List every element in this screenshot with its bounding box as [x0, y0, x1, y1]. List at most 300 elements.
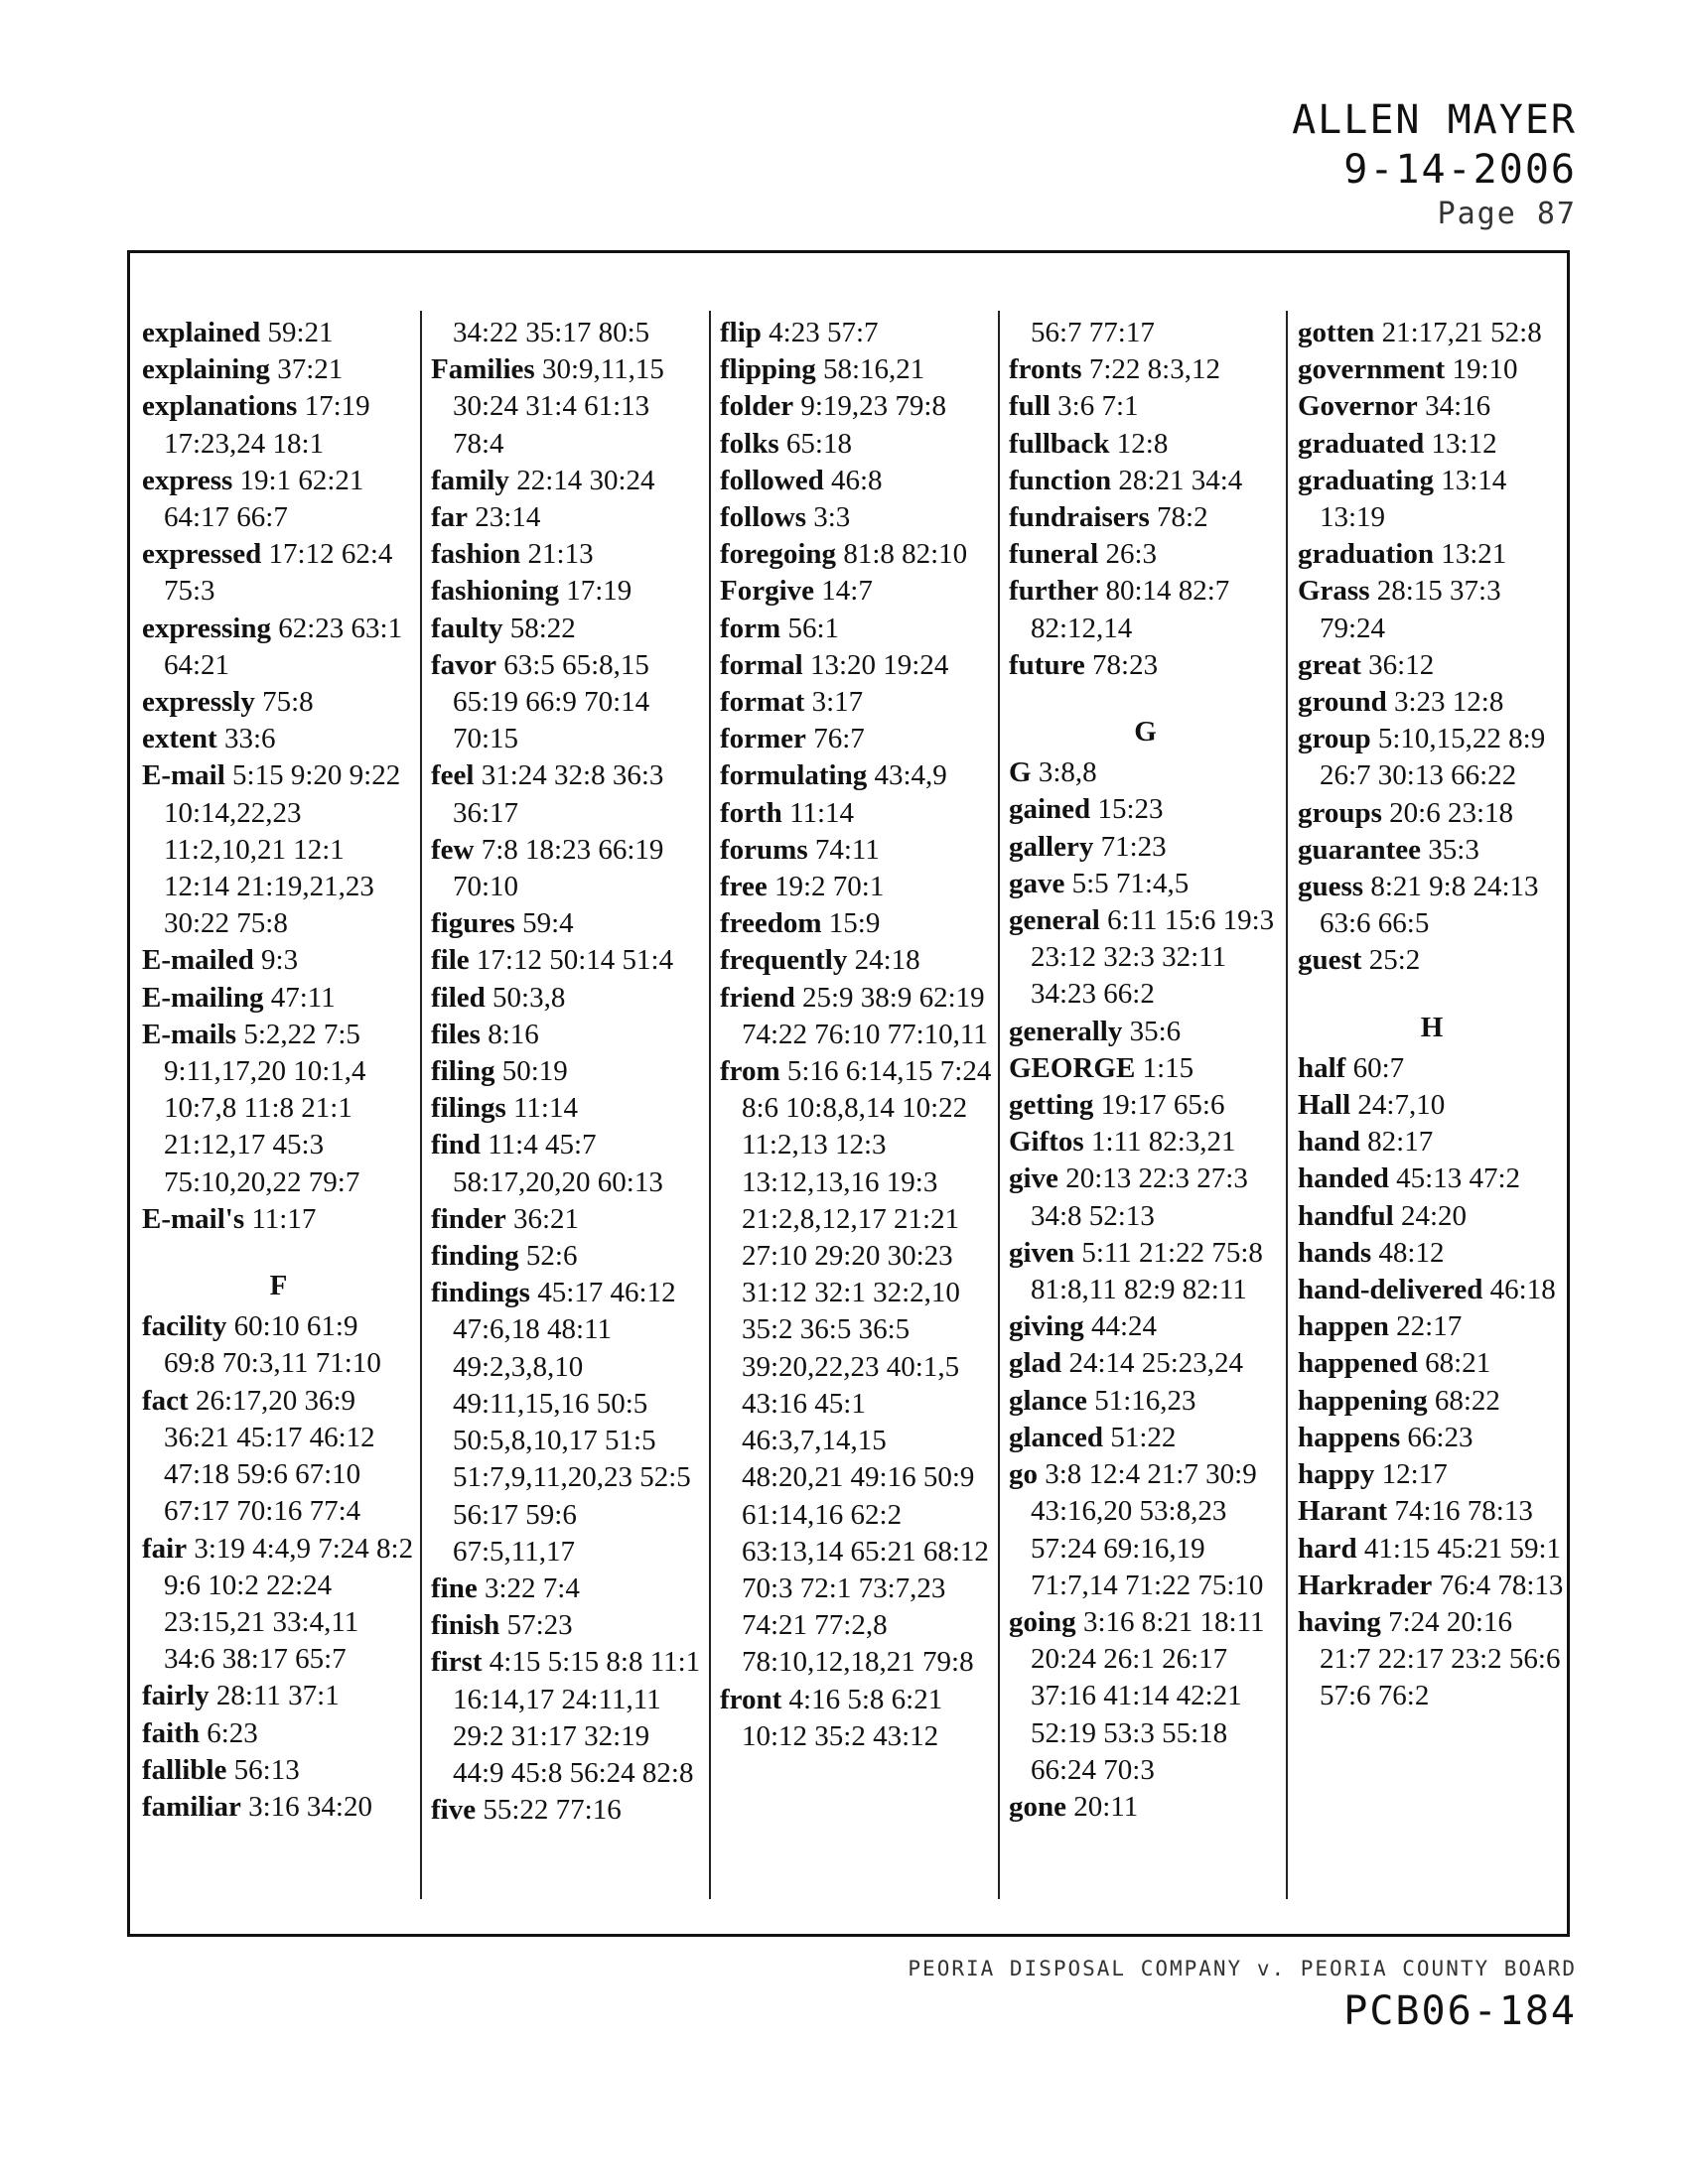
index-entry [1298, 1308, 1566, 1345]
index-entry [142, 463, 415, 536]
index-entry [142, 942, 415, 979]
page-line-refs: 45:17 46:12 47:6,18 48:11 49:2,3,8,10 49:11,15,16 50:5 50:5,8,10,17 51:5 51:7,9,11,20,23 52:5 56:17 59:6 67:5,11,17 [453, 1277, 691, 1568]
index-word: general [1009, 904, 1100, 937]
index-word: graduated [1298, 427, 1425, 460]
index-word: fairly [142, 1680, 210, 1712]
page-line-refs: 36:21 [512, 1202, 580, 1235]
index-word: former [720, 723, 806, 755]
page-line-refs: 56:1 [787, 612, 839, 644]
page-line-refs: 45:13 47:2 [1396, 1162, 1521, 1195]
index-word: formal [720, 648, 803, 681]
page-line-refs: 5:11 21:22 75:8 81:8,11 82:9 82:11 [1031, 1236, 1263, 1306]
page-line-refs: 20:13 22:3 27:3 34:8 52:13 [1031, 1162, 1248, 1232]
index-entry [1298, 315, 1566, 351]
page-line-refs: 76:4 78:13 [1439, 1569, 1564, 1601]
index-entry [1009, 791, 1282, 828]
index-column-3 [720, 315, 993, 1755]
index-entry [431, 1201, 704, 1238]
index-word: happened [1298, 1347, 1418, 1380]
index-entry [1298, 1124, 1566, 1160]
index-word: government [1298, 353, 1446, 386]
page-footer [908, 1951, 1577, 2036]
index-word: folks [720, 427, 779, 460]
index-word: feel [431, 759, 475, 792]
index-entry [1009, 1235, 1282, 1308]
index-entry [720, 573, 993, 610]
index-entry [142, 351, 415, 388]
page-line-refs: 5:15 9:20 9:22 10:14,22,23 11:2,10,21 12:1 12:14 21:19,21,23 30:22 75:8 [164, 759, 401, 940]
column-divider [420, 311, 422, 1899]
index-word: glance [1009, 1384, 1087, 1417]
index-word: Grass [1298, 575, 1370, 608]
index-entry [1298, 869, 1566, 942]
page-line-refs: 80:14 82:7 82:12,14 [1031, 575, 1230, 644]
page-line-refs: 15:9 [828, 907, 881, 940]
deposition-date: 9-14-2006 [1343, 147, 1577, 193]
index-word: happen [1298, 1310, 1389, 1343]
index-entry [431, 757, 704, 831]
index-entry [431, 351, 704, 463]
page-line-refs: 58:16,21 [822, 353, 925, 386]
index-word: expressing [142, 612, 271, 644]
index-entry [1298, 1198, 1566, 1235]
section-letter: F [269, 1270, 288, 1302]
page-line-refs: 75:8 [262, 686, 314, 719]
section-letter: H [1420, 1011, 1444, 1043]
page-line-refs: 20:11 [1073, 1790, 1139, 1823]
index-entry [1009, 463, 1282, 499]
index-entry [720, 647, 993, 684]
section-letter: G [1134, 716, 1157, 749]
index-word: gained [1009, 793, 1091, 826]
page-line-refs: 17:12 62:4 75:3 [164, 538, 393, 608]
page-line-refs: 1:11 82:3,21 [1090, 1126, 1236, 1159]
index-entry [1009, 1087, 1282, 1124]
index-word: freedom [720, 907, 822, 940]
index-entry [1009, 647, 1282, 684]
index-word: familiar [142, 1790, 241, 1823]
page-line-refs: 44:24 [1091, 1310, 1158, 1343]
index-word: Giftos [1009, 1126, 1084, 1159]
index-word: giving [1009, 1310, 1084, 1343]
index-word: Harant [1298, 1495, 1388, 1528]
index-word: half [1298, 1051, 1346, 1084]
page-line-refs: 5:16 6:14,15 7:24 8:6 10:8,8,14 10:22 11:2,13 12:3 13:12,13,16 19:3 21:2,8,12,17 21:21 27:10 29:20 30:23 31:12 32:1 32:2,10 35:2 36:5 36:5 39:20,22,23 40:1,5 43:16 45:1 46:3,7,14,15 48:20,21 49:16 50:9 61:14,16 62:2 63:13,14 65:21 68:12 70:3 72:1 73:7,23 74:21 77:2,8 78:10,12,18,21 79:8 [742, 1055, 992, 1679]
page-line-refs: 1:15 [1142, 1051, 1194, 1084]
index-word: glanced [1009, 1421, 1104, 1453]
page-line-refs: 26:17,20 36:9 36:21 45:17 46:12 47:18 59:6 67:10 67:17 70:16 77:4 [164, 1384, 375, 1528]
index-word: folder [720, 390, 794, 423]
index-word: great [1298, 648, 1361, 681]
index-entry [720, 499, 993, 536]
index-entry [431, 536, 704, 573]
index-word: happy [1298, 1458, 1375, 1491]
page-line-refs: 78:23 [1092, 648, 1159, 681]
index-word: free [720, 871, 768, 903]
index-entry [1009, 1308, 1282, 1345]
index-entry [431, 1127, 704, 1200]
index-entry [1298, 1493, 1566, 1530]
page-line-refs: 35:3 [1428, 833, 1479, 866]
page-line-refs: 25:9 38:9 62:19 74:22 76:10 77:10,11 [742, 981, 988, 1050]
index-entry [1009, 315, 1282, 351]
page-line-refs: 8:21 9:8 24:13 63:6 66:5 [1320, 871, 1539, 940]
index-word: extent [142, 723, 217, 755]
index-word: first [431, 1646, 483, 1679]
index-word: gotten [1298, 317, 1375, 348]
index-word: far [431, 501, 469, 534]
index-word: gallery [1009, 830, 1094, 863]
page-line-refs: 31:24 32:8 36:3 36:17 [453, 759, 664, 829]
index-word: fallible [142, 1753, 227, 1786]
index-word: handful [1298, 1199, 1394, 1232]
page-line-refs: 60:10 61:9 69:8 70:3,11 71:10 [164, 1310, 381, 1380]
page-line-refs: 21:13 [527, 538, 594, 571]
page-line-refs: 15:23 [1097, 793, 1164, 826]
index-word: hard [1298, 1532, 1357, 1565]
index-entry [1009, 1160, 1282, 1234]
index-word: forums [720, 833, 808, 866]
index-word: happens [1298, 1421, 1401, 1453]
page-line-refs: 78:2 [1157, 501, 1208, 534]
index-entry [1009, 902, 1282, 1014]
index-column-5 [1298, 315, 1566, 1715]
index-word: five [431, 1794, 477, 1827]
index-word: fair [142, 1532, 188, 1565]
page-line-refs: 41:15 45:21 59:1 [1363, 1532, 1562, 1565]
page-line-refs: 17:12 50:14 51:4 [476, 944, 674, 977]
index-entry [720, 832, 993, 869]
index-entry [1298, 426, 1566, 463]
index-word: handed [1298, 1162, 1389, 1195]
page-line-refs: 5:5 71:4,5 [1071, 867, 1190, 899]
page-line-refs: 9:3 [261, 944, 299, 977]
index-entry [1009, 1456, 1282, 1604]
index-word: explained [142, 317, 261, 348]
index-entry [720, 611, 993, 647]
index-entry [1009, 426, 1282, 463]
section-spacer [1298, 980, 1566, 1002]
column-divider [998, 311, 1000, 1899]
index-word: E-mailed [142, 944, 254, 977]
index-word: Families [431, 353, 535, 386]
index-entry [1009, 1420, 1282, 1456]
index-entry [1298, 721, 1566, 794]
page-line-refs: 46:18 [1489, 1274, 1556, 1306]
index-entry [431, 1053, 704, 1090]
page-line-refs: 81:8 82:10 [843, 538, 968, 571]
index-entry [142, 721, 415, 757]
page-line-refs: 17:19 [566, 575, 632, 608]
index-entry [431, 1792, 704, 1829]
index-word: hand-delivered [1298, 1274, 1483, 1306]
index-word: forth [720, 796, 782, 829]
index-entry [142, 536, 415, 610]
index-word: funeral [1009, 538, 1099, 571]
page-line-refs: 17:19 17:23,24 18:1 [164, 390, 370, 460]
page-line-refs: 19:17 65:6 [1100, 1089, 1225, 1122]
index-entry [1298, 1235, 1566, 1272]
index-box [127, 250, 1570, 1937]
index-word: Harkrader [1298, 1569, 1433, 1601]
page-line-refs: 30:9,11,15 30:24 31:4 61:13 78:4 [453, 353, 664, 460]
page-line-refs: 50:19 [501, 1055, 568, 1088]
page-line-refs: 3:19 4:4,9 7:24 8:2 9:6 10:2 22:24 23:15,21 33:4,11 34:6 38:17 65:7 [164, 1532, 414, 1676]
index-entry [431, 1607, 704, 1644]
section-spacer [142, 1238, 415, 1260]
page-line-refs: 3:6 7:1 [1057, 390, 1139, 423]
index-word: file [431, 944, 470, 977]
index-entry [720, 757, 993, 794]
index-entry [1298, 942, 1566, 979]
page-line-refs: 21:17,21 52:8 [1381, 317, 1542, 348]
page-line-refs: 24:14 25:23,24 [1068, 1347, 1244, 1380]
page-line-refs: 14:7 [821, 575, 873, 608]
page-line-refs: 56:7 77:17 [1031, 317, 1155, 348]
index-entry [431, 1090, 704, 1127]
index-entry [720, 1682, 993, 1755]
index-word: GEORGE [1009, 1051, 1136, 1084]
index-entry [431, 647, 704, 758]
index-word: explanations [142, 390, 298, 423]
page-line-refs: 56:13 [233, 1753, 300, 1786]
index-word: Forgive [720, 575, 815, 608]
index-entry [431, 315, 704, 351]
page-line-refs: 52:6 [525, 1240, 578, 1273]
page-line-refs: 57:23 [506, 1609, 573, 1642]
page-line-refs: 33:6 [223, 723, 276, 755]
page-line-refs: 65:18 [785, 427, 852, 460]
index-entry [720, 721, 993, 757]
page-line-refs: 28:11 37:1 [215, 1680, 340, 1712]
index-entry [1298, 1050, 1566, 1087]
index-word: form [720, 612, 781, 644]
index-entry [1009, 754, 1282, 791]
index-word: fundraisers [1009, 501, 1150, 534]
page-line-refs: 23:14 [475, 501, 541, 534]
index-word: E-mails [142, 1018, 237, 1050]
index-entry [1298, 388, 1566, 425]
index-word: frequently [720, 944, 848, 977]
index-entry [1298, 1568, 1566, 1604]
index-entry [142, 1531, 415, 1679]
index-word: generally [1009, 1015, 1123, 1047]
index-word: having [1298, 1605, 1381, 1638]
index-word: fashion [431, 538, 521, 571]
index-entry [142, 1752, 415, 1789]
index-entry [1298, 1087, 1566, 1124]
page-line-refs: 62:23 63:1 64:21 [164, 612, 403, 681]
index-word: flipping [720, 353, 816, 386]
page-line-refs: 26:3 [1105, 538, 1158, 571]
index-entry [1298, 1604, 1566, 1715]
index-entry [431, 942, 704, 979]
page-line-refs: 63:5 65:8,15 65:19 66:9 70:14 70:15 [453, 648, 650, 755]
page-line-refs: 19:1 62:21 64:17 66:7 [164, 464, 364, 534]
deponent-name: ALLEN MAYER [1292, 97, 1577, 143]
index-entry [142, 1017, 415, 1201]
index-word: graduation [1298, 538, 1434, 571]
column-divider [1286, 311, 1288, 1899]
page-line-refs: 3:23 12:8 [1393, 686, 1504, 719]
index-entry [720, 388, 993, 425]
page-line-refs: 66:23 [1407, 1421, 1474, 1453]
index-entry [142, 388, 415, 462]
page-line-refs: 82:17 [1367, 1126, 1434, 1159]
index-word: format [720, 686, 805, 719]
page-line-refs: 11:14 [513, 1092, 578, 1125]
index-word: follows [720, 501, 806, 534]
index-entry [720, 869, 993, 905]
index-word: findings [431, 1277, 530, 1309]
index-word: figures [431, 907, 515, 940]
index-entry [1009, 351, 1282, 388]
index-entry [142, 757, 415, 942]
index-word: expressed [142, 538, 262, 571]
page-line-refs: 35:6 [1129, 1015, 1182, 1047]
index-word: favor [431, 648, 497, 681]
index-word: go [1009, 1458, 1038, 1491]
index-word: fronts [1009, 353, 1082, 386]
index-entry [431, 1570, 704, 1607]
page-line-refs: 11:17 [251, 1202, 317, 1235]
index-entry [1298, 1345, 1566, 1382]
index-entry [1009, 536, 1282, 573]
page-line-refs: 7:8 18:23 66:19 70:10 [453, 833, 664, 903]
index-entry [142, 1308, 415, 1382]
index-entry [720, 315, 993, 351]
index-entry [1298, 795, 1566, 832]
page-line-refs: 36:12 [1368, 648, 1435, 681]
index-word: front [720, 1683, 782, 1715]
index-word: finder [431, 1202, 506, 1235]
index-word: explaining [142, 353, 270, 386]
page-line-refs: 5:2,22 7:5 9:11,17,20 10:1,4 10:7,8 11:8 21:1 21:12,17 45:3 75:10,20,22 79:7 [164, 1018, 366, 1198]
index-word: gave [1009, 867, 1065, 899]
index-entry [720, 536, 993, 573]
index-word: finding [431, 1240, 519, 1273]
page-line-refs: 59:4 [522, 907, 574, 940]
page-line-refs: 74:11 [814, 833, 880, 866]
index-entry [1298, 536, 1566, 573]
page-line-refs: 71:23 [1100, 830, 1167, 863]
index-entry [720, 905, 993, 942]
index-word: Hall [1298, 1089, 1351, 1122]
index-entry [720, 463, 993, 499]
index-word: G [1009, 756, 1032, 789]
index-entry [1298, 1420, 1566, 1456]
index-word: guarantee [1298, 833, 1422, 866]
page-line-refs: 76:7 [813, 723, 865, 755]
index-word: faulty [431, 612, 503, 644]
index-word: ground [1298, 686, 1387, 719]
page-line-refs: 9:19,23 79:8 [800, 390, 946, 423]
index-entry [142, 684, 415, 721]
index-entry [1298, 351, 1566, 388]
index-entry [1009, 866, 1282, 902]
index-word: expressly [142, 686, 255, 719]
index-word: family [431, 464, 509, 496]
index-word: friend [720, 981, 795, 1014]
page-line-refs: 4:15 5:15 8:8 11:1 16:14,17 24:11,11 29:2 31:17 32:19 44:9 45:8 56:24 82:8 [453, 1646, 701, 1789]
index-entry [431, 573, 704, 610]
page-line-refs: 19:2 70:1 [774, 871, 885, 903]
index-entry [431, 1017, 704, 1053]
index-entry [142, 1201, 415, 1238]
page-line-refs: 43:4,9 [874, 759, 947, 792]
index-entry [142, 1715, 415, 1752]
index-entry [142, 980, 415, 1017]
index-entry [720, 795, 993, 832]
index-word: future [1009, 648, 1085, 681]
index-word: going [1009, 1605, 1076, 1638]
index-word: full [1009, 390, 1051, 423]
index-word: function [1009, 464, 1112, 496]
index-word: happening [1298, 1384, 1428, 1417]
index-word: given [1009, 1236, 1075, 1269]
index-entry [1009, 1604, 1282, 1789]
page-line-refs: 11:14 [789, 796, 855, 829]
index-word: give [1009, 1162, 1058, 1195]
page-line-refs: 4:23 57:7 [769, 317, 879, 348]
index-word: fullback [1009, 427, 1110, 460]
index-word: fact [142, 1384, 189, 1417]
index-entry [1298, 1383, 1566, 1420]
index-entry [1009, 1050, 1282, 1087]
index-entry [1009, 573, 1282, 646]
index-word: E-mailing [142, 981, 264, 1014]
page-line-refs: 24:7,10 [1357, 1089, 1446, 1122]
page-line-refs: 3:8,8 [1038, 756, 1097, 789]
index-word: filing [431, 1055, 495, 1088]
index-entry [431, 1644, 704, 1792]
page-line-refs: 22:17 [1396, 1310, 1463, 1343]
index-word: hands [1298, 1236, 1372, 1269]
index-entry [1298, 1160, 1566, 1197]
page-line-refs: 3:16 8:21 18:11 20:24 26:1 26:17 37:16 41:14 42:21 52:19 53:3 55:18 66:24 70:3 [1031, 1605, 1265, 1786]
index-word: find [431, 1129, 481, 1161]
index-entry [1298, 1531, 1566, 1568]
index-entry [720, 980, 993, 1053]
page-line-refs: 8:16 [488, 1018, 539, 1050]
index-column-4 [1009, 315, 1282, 1826]
index-word: E-mail's [142, 1202, 245, 1235]
page-line-refs: 51:16,23 [1094, 1384, 1196, 1417]
index-entry [431, 499, 704, 536]
page-line-refs: 13:14 13:19 [1320, 464, 1507, 534]
case-caption: PEORIA DISPOSAL COMPANY v. PEORIA COUNTY BOARD [908, 1957, 1577, 1980]
index-word: group [1298, 723, 1371, 755]
index-word: files [431, 1018, 481, 1050]
page-line-refs: 6:11 15:6 19:3 23:12 32:3 32:11 34:23 66:2 [1031, 904, 1275, 1011]
page-line-refs: 68:21 [1425, 1347, 1491, 1380]
index-word: facility [142, 1310, 227, 1343]
page-line-refs: 37:21 [277, 353, 344, 386]
index-column-1 [142, 315, 415, 1826]
index-entry [1009, 1345, 1282, 1382]
index-entry [1009, 1014, 1282, 1050]
index-entry [431, 832, 704, 905]
index-word: followed [720, 464, 824, 496]
page-line-refs: 59:21 [267, 317, 334, 348]
page-line-refs: 28:21 34:4 [1118, 464, 1243, 496]
index-word: groups [1298, 796, 1382, 829]
page-line-refs: 74:16 78:13 [1394, 1495, 1533, 1528]
page-line-refs: 46:8 [830, 464, 883, 496]
index-entry [1298, 1456, 1566, 1493]
index-word: finish [431, 1609, 500, 1642]
index-entry [1298, 832, 1566, 869]
